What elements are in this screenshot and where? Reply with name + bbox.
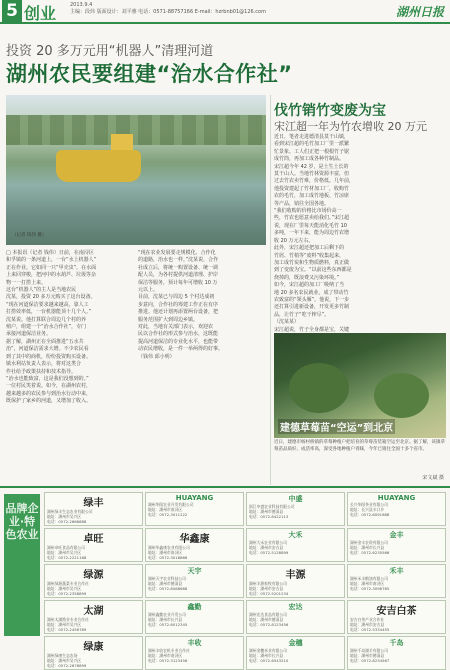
ad-logo: 鑫勤 bbox=[187, 603, 202, 611]
ad-text-line: 电话：0572-2358899 bbox=[47, 591, 87, 596]
article-text-line: 社成立后，将统一购置设备、统一调 bbox=[138, 264, 219, 271]
page-number: 5 bbox=[2, 0, 22, 22]
article-text-line: 烧掉的，既浪费又污染环境。” bbox=[274, 274, 340, 281]
ad-text-line: 地址：湖州市德清县 bbox=[350, 653, 385, 658]
ad-text-line: 湖州丰源畜牧有限公司 bbox=[249, 581, 287, 586]
ad-cell[interactable] bbox=[347, 600, 446, 634]
ad-text-line: 电话：0572-3098765 bbox=[350, 586, 390, 591]
article-text-line: 和孚镇的一条河道上，一台“水上机器人” bbox=[6, 257, 97, 264]
article-text-line: 农致富的“领头雁”。他说，下一步 bbox=[274, 296, 350, 303]
ad-text-line: 安吉白茶产业合作社 bbox=[350, 617, 385, 622]
article-text-line: 承接河道保洁业务。 bbox=[6, 331, 52, 338]
ad-text-line: 地址：湖州市南浔区 bbox=[148, 507, 183, 512]
ad-text-line: 湖州太湖渔业专业合作社 bbox=[47, 617, 89, 622]
article-text-line: 服务范围扩大到周边乡镇。 bbox=[138, 316, 199, 323]
ad-logo: 金丰 bbox=[389, 531, 404, 539]
photo-author: 宋文斌 摄 bbox=[422, 475, 444, 481]
article-text-line: 些，竹农也愿意卖给我们。”宋江超 bbox=[274, 215, 350, 222]
header-editor-line: 主编：段炜 版面设计：刘平雅 电话：0571-88757166 E-mail：hzrbnb01@126.com bbox=[70, 9, 266, 15]
photo-bush bbox=[374, 373, 429, 418]
ad-cell[interactable] bbox=[145, 528, 244, 562]
header-meta bbox=[70, 2, 266, 16]
ad-text-line: 湖州天宇农业科技公司 bbox=[148, 576, 186, 581]
article-text-line: 农的毛竹，加工成竹地板、竹凉席 bbox=[274, 193, 350, 200]
ad-cell[interactable] bbox=[347, 528, 446, 562]
ad-cell[interactable] bbox=[347, 492, 446, 526]
ad-text-line: 地址：湖州市长兴县 bbox=[350, 545, 385, 550]
lead-photo bbox=[6, 95, 266, 245]
article-text-line: 动农民增收，是一件一举两得的好事。 bbox=[138, 346, 224, 353]
article-text-line: 越来越多的农民参与到治水行动中来， bbox=[6, 390, 92, 397]
cleaning-boat-image bbox=[56, 150, 141, 182]
ad-logo: 华鑫康 bbox=[179, 534, 210, 545]
ad-text-line: 电话：0572-8234567 bbox=[350, 658, 390, 663]
article-text-line: 宋江超今年 42 岁，是土生土长的 bbox=[274, 163, 349, 170]
article-text-line: 沈某说。他打算联合周边几个村的养 bbox=[6, 316, 87, 323]
article-text-line: （钱伟 邱小明） bbox=[138, 353, 175, 360]
ad-text-line: 地址：湖州市安吉县 bbox=[249, 545, 284, 550]
ad-text-line: 浙江中盛农业科技有限公司 bbox=[249, 504, 295, 509]
article-text-line: 这台“机器人”的主人是当地农民 bbox=[6, 287, 77, 294]
article-text-line: 据了解，湖州正在全面推进“五水共 bbox=[6, 338, 84, 345]
ad-text-line: 电话：0572-3018866 bbox=[148, 555, 188, 560]
ad-text-line: 湖州绿康生态农场 bbox=[47, 653, 78, 658]
ad-text-line: 电话：0572-5201234 bbox=[249, 591, 289, 596]
ad-cell[interactable] bbox=[145, 636, 244, 670]
ad-text-line: 湖州卓旺食品有限公司 bbox=[47, 545, 85, 550]
article-text-line: 物一一打捞上来。 bbox=[6, 279, 47, 286]
article-text-line: 过去竹农卖竹难，价格低。几年前， bbox=[274, 178, 355, 185]
article-text-line: 民以合作社的形式参与治水，这既能 bbox=[138, 331, 219, 338]
ad-cell[interactable] bbox=[246, 600, 345, 634]
ad-logo: 绿源 bbox=[83, 570, 104, 581]
ad-text-line: 地址：湖州市安吉县 bbox=[249, 586, 284, 591]
ads-grid bbox=[44, 492, 446, 668]
ad-text-line: 地址：湖州市长兴县 bbox=[249, 653, 284, 658]
article-text-line: 一位村民笑着说。如今，在湖州农村， bbox=[6, 383, 92, 390]
article-text-line: 到了变废为宝。“以前这些东西都是 bbox=[274, 267, 352, 274]
ad-cell[interactable] bbox=[347, 564, 446, 598]
ad-cell[interactable] bbox=[246, 564, 345, 598]
article-text-line: 目前，沈某已与周边 5 个村达成初 bbox=[138, 294, 215, 301]
article-text-line: 元以上。 bbox=[138, 287, 159, 294]
article-text-line: 沈某，投资 20 多万元购买了这台设备。 bbox=[6, 294, 96, 301]
ad-text-line: 电话：0572-8088668 bbox=[148, 586, 188, 591]
ad-text-line: 湖州金穗米业有限公司 bbox=[249, 648, 287, 653]
ad-text-line: 地址：湖州市南浔区 bbox=[148, 550, 183, 555]
article-text-line: 成竹筒，再加工成各种竹制品。 bbox=[274, 156, 345, 163]
ad-cell[interactable] bbox=[246, 636, 345, 670]
ad-text-line: 地址：湖州市安吉县 bbox=[350, 622, 385, 627]
ad-text-line: 湖州丰收农机专业合作社 bbox=[148, 648, 190, 653]
ad-text-line: 湖州华鑫康农业有限公司 bbox=[148, 545, 190, 550]
article-text-line: 多吨，一年下来，能为周边竹农增 bbox=[274, 230, 350, 237]
article-text-line: 莫干山人。当地竹林资源丰富，但 bbox=[274, 171, 350, 178]
ad-cell[interactable] bbox=[44, 636, 143, 670]
photo-trees bbox=[6, 115, 266, 145]
ad-text-line: 电话：0572-5334455 bbox=[350, 627, 390, 632]
lead-photo-caption: （记者 钱伟 摄） bbox=[12, 233, 47, 238]
ad-logo: 宏达 bbox=[288, 603, 303, 611]
ad-text-line: 湖州绿源蔬菜专业合作社 bbox=[47, 581, 89, 586]
ad-cell[interactable] bbox=[145, 492, 244, 526]
article-text-line: 地 20 多名农民就业，成了带动竹 bbox=[274, 289, 349, 296]
article-text-line: 镇水利站负责人表示，将对这类合 bbox=[6, 361, 82, 368]
article-text-line: 既保护了家乡的河道，又增加了收入。 bbox=[6, 398, 92, 405]
strawberry-photo-caption: 建德草莓苗“空运”到北京 bbox=[278, 419, 395, 434]
ad-text-line: 地址：湖州市吴兴区 bbox=[47, 586, 82, 591]
article-text-line: 近日，笔者走进德清县莫干山镇， bbox=[274, 134, 350, 140]
ad-logo: 丰源 bbox=[285, 570, 306, 581]
ad-text-line: 地址：湖州市德清县 bbox=[249, 509, 284, 514]
article-text-line: “现在农业发展要走规模化、合作化 bbox=[138, 250, 216, 256]
column-divider bbox=[270, 95, 271, 485]
article-text-line: 上来回穿梭，把河中的水葫芦、垃圾等杂 bbox=[6, 272, 97, 279]
ad-text-line: 湖州鑫勤农业开发公司 bbox=[148, 612, 186, 617]
ad-text-line: 地址：湖州市南浔区 bbox=[350, 581, 385, 586]
ad-logo: 绿丰 bbox=[83, 498, 104, 509]
article-text-line: 竹屑、竹梢等“废料”收集起来， bbox=[274, 252, 345, 259]
right-article-subtitle: 宋江超一年为竹农增收 20 万元 bbox=[274, 120, 427, 133]
ad-cell[interactable] bbox=[44, 564, 143, 598]
main-headline: 湖州农民要组建“治水合作社” bbox=[6, 62, 293, 86]
ad-text-line: 地址：湖州市德清县 bbox=[249, 617, 284, 622]
article-text-line: （沈某某） bbox=[274, 319, 300, 326]
ad-logo: 绿康 bbox=[83, 642, 104, 653]
ad-text-line: 湖州千岛湖羊有限公司 bbox=[350, 648, 388, 653]
ad-text-line: 电话：0572-2456789 bbox=[47, 627, 87, 632]
article-text-line: 推进。他还计划再添置两台设备，把 bbox=[138, 309, 219, 316]
ad-logo: 太湖 bbox=[83, 606, 104, 617]
article-text-line: 配人员，为各村提供河道清理、护岸 bbox=[138, 272, 219, 279]
ad-cell[interactable] bbox=[44, 528, 143, 562]
ad-logo: 卓旺 bbox=[83, 534, 104, 545]
ad-text-line: 电话：0572-6543210 bbox=[249, 658, 289, 663]
article-text-line: 保洁等服务，预计每年可增收 10 万 bbox=[138, 279, 218, 286]
paper-name: 湖州日报 bbox=[395, 5, 444, 19]
article-text-line: 看到宋江超的毛竹加工厂里一派繁 bbox=[274, 141, 350, 148]
ad-text-line: 地址：湖州市吴兴区 bbox=[47, 514, 82, 519]
article-text-line: 他投资建起了竹材加工厂，收购竹 bbox=[274, 185, 350, 192]
ad-text-line: 电话：0572-8123456 bbox=[249, 622, 289, 627]
ad-text-line: 电话：0572-2678899 bbox=[47, 663, 87, 668]
article-text-line: 品，让竹子“吃干榨尽”。 bbox=[274, 311, 330, 318]
article-text-line: 说，现在厂里每天能消化毛竹 10 bbox=[274, 222, 347, 229]
page-header bbox=[0, 0, 450, 24]
article-middle-column bbox=[138, 250, 266, 360]
ad-logo: 安吉白茶 bbox=[376, 606, 417, 617]
article-left-column bbox=[6, 250, 132, 486]
ad-text-line: 地址：湖州市吴兴区 bbox=[47, 550, 82, 555]
article-text-line: “我们收购的价格比市场价高一 bbox=[274, 208, 342, 215]
ad-cell[interactable] bbox=[347, 636, 446, 670]
article-text-line: “现在河道保洁要求越来越高，靠人工 bbox=[6, 301, 89, 308]
article-text-line: 提高河道保洁的专业化水平，也能带 bbox=[138, 338, 219, 345]
ad-text-line: 地址：湖州市南浔区 bbox=[148, 653, 183, 658]
ad-logo: 千岛 bbox=[389, 639, 404, 647]
article-text-line: 作社给予政策扶持和技术指导。 bbox=[6, 368, 77, 375]
article-text-line: 对此，当地有关部门表示，欢迎农 bbox=[138, 324, 214, 331]
ad-cell[interactable] bbox=[246, 492, 345, 526]
article-text-line: 治”，河道保洁需求大增。不少农民看 bbox=[6, 346, 89, 353]
ad-text-line: 湖州禾丰粮油有限公司 bbox=[350, 576, 388, 581]
ads-divider bbox=[0, 486, 450, 488]
ad-text-line: 地址：湖州市长兴县 bbox=[148, 617, 183, 622]
article-text-line: 宋江超说，竹子全身都是宝，关键 bbox=[274, 326, 350, 333]
ad-text-line: 地址：湖州市吴兴区 bbox=[47, 658, 82, 663]
article-text-line: 收 20 万元左右。 bbox=[274, 237, 314, 244]
ad-text-line: 湖州金丰农资有限公司 bbox=[350, 540, 388, 545]
ad-cell[interactable] bbox=[44, 600, 143, 634]
ad-logo: 禾丰 bbox=[389, 567, 404, 575]
ad-text-line: 地址：湖州市德清县 bbox=[148, 581, 183, 586]
ad-logo: 大禾 bbox=[288, 531, 303, 539]
ad-text-line: 湖州宏达食品有限公司 bbox=[249, 612, 287, 617]
ad-text-line: 湖州大禾农业有限公司 bbox=[249, 540, 287, 545]
ad-logo: 天宇 bbox=[187, 567, 202, 575]
ad-text-line: 电话：0572-5128899 bbox=[249, 550, 289, 555]
ad-text-line: 电话：0572-6235566 bbox=[350, 550, 390, 555]
article-text-line: 加工成竹炭和生物质燃料，真正做 bbox=[274, 259, 350, 266]
ad-text-line: 湖州华阳农业开发有限公司 bbox=[148, 502, 194, 507]
ad-text-line: 电话：0572-2666888 bbox=[47, 519, 87, 524]
ad-logo: 中盛 bbox=[288, 495, 303, 503]
ad-logo: HUAYANG bbox=[377, 494, 416, 502]
headline-kicker: 投资 20 多万元用“机器人”清理河道 bbox=[6, 44, 214, 59]
ad-text-line: 湖州绿丰生态农业有限公司 bbox=[47, 509, 93, 514]
ad-text-line: 电话：0572-2221168 bbox=[47, 555, 87, 560]
article-text-line: “治水也能致富，这是我们没想到的。” bbox=[6, 375, 89, 382]
right-article-title: 伐竹销竹变废为宝 bbox=[274, 103, 386, 119]
ads-side-label: 品牌企业·特色农业 bbox=[4, 494, 40, 636]
ad-text-line: 电话：0572-6012345 bbox=[148, 622, 188, 627]
ad-text-line: 地址：湖州市吴兴区 bbox=[47, 622, 82, 627]
article-text-line: 忙景象。工人们正把一根根竹子锯 bbox=[274, 148, 350, 155]
strawberry-photo-text: 近日，建德市杨村桥镇的草莓种植户把培育的草莓苗装箱空运至北京。据了解，该镇草莓苗品质好、成活率高，深受各地种植户青睐，今年已销往全国十多个省市。 bbox=[274, 440, 445, 452]
ad-logo: HUAYANG bbox=[175, 494, 214, 502]
article-text-line: 的道路，治水也一样。”沈某说，合作 bbox=[138, 257, 219, 264]
article-text-line: □ 本报讯（记者 钱伟）日前，在南浔区 bbox=[6, 250, 94, 256]
ad-logo: 金穗 bbox=[288, 639, 303, 647]
ad-logo: 丰收 bbox=[187, 639, 202, 647]
ad-text-line: 电话：0572-6091688 bbox=[350, 512, 390, 517]
section-title: 创业 bbox=[24, 4, 57, 23]
ad-text-line: 电话：0572-8422113 bbox=[249, 514, 289, 519]
ad-text-line: 电话：0572-3011222 bbox=[148, 512, 188, 517]
ad-cell[interactable] bbox=[145, 600, 244, 634]
article-text-line: 殖户，组建一个“治水合作社”，专门 bbox=[6, 324, 87, 331]
article-text-line: 如今，宋江超的加工厂吸纳了当 bbox=[274, 282, 345, 289]
strawberry-photo bbox=[274, 333, 446, 438]
article-text-line: 正在作业。它如同一只“甲壳虫”，在水面 bbox=[6, 264, 97, 271]
article-text-line: 步意向，合作社的筹建工作正在有序 bbox=[138, 301, 219, 308]
ad-cell[interactable] bbox=[44, 492, 143, 526]
ad-cell[interactable] bbox=[145, 564, 244, 598]
article-text-line: 到了其中的商机，纷纷投资购买设备。 bbox=[6, 353, 92, 360]
article-text-line: 此外，宋江超还把加工后剩下的 bbox=[274, 245, 345, 252]
article-text-line: 等产品，销往全国各地。 bbox=[274, 200, 330, 207]
right-article-body bbox=[274, 134, 446, 333]
article-text-line: 还打算引进新设备，开发更多竹制 bbox=[274, 304, 350, 311]
ad-text-line: 电话：0572-3123456 bbox=[148, 658, 188, 663]
ad-cell[interactable] bbox=[246, 528, 345, 562]
ad-text-line: 地址：长兴县水口乡 bbox=[350, 507, 385, 512]
header-date: 2013.9.4 bbox=[70, 2, 93, 8]
ad-text-line: 长兴华阳茶业有限公司 bbox=[350, 502, 388, 507]
article-text-line: 打捞效率低，一台机器能顶十几个人。” bbox=[6, 309, 92, 316]
photo-bush bbox=[289, 363, 349, 413]
